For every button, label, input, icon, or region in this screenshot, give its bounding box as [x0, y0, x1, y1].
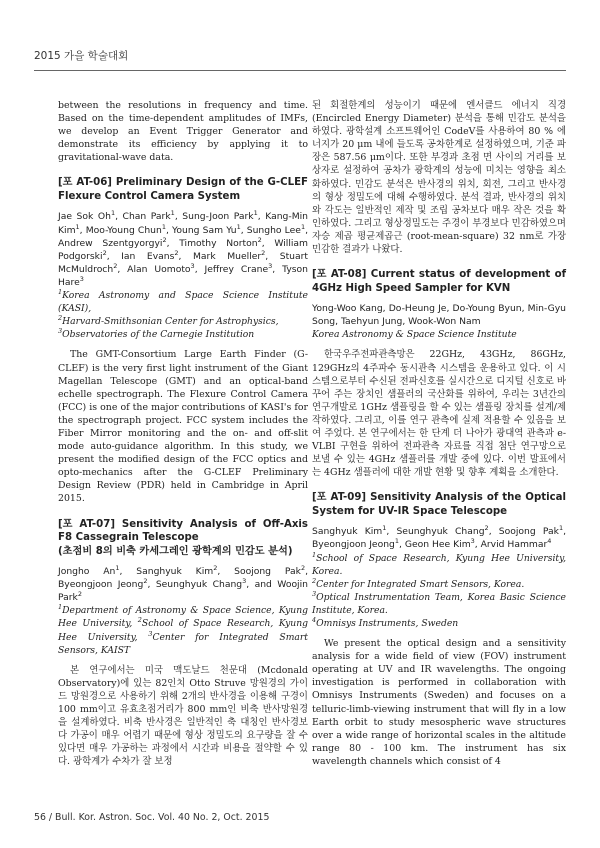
at07-authors: Jongho An$^1$, Sanghyuk Kim$^2$, Soojong Pak$^2$, Byeongjoon Jeong$^2$, Seunghyuk Chang$^3$, and Woojin Park$^2$ — [58, 563, 308, 604]
at07-subtitle: (초점비 8의 비축 카세그레인 광학계의 민감도 분석) — [58, 545, 293, 557]
at09-authors: Sanghyuk Kim$^1$, Seunghyuk Chang$^2$, Soojong Pak$^1$, Byeongjoon Jeong$^1$, Geon Hee Kim$^3$, Arvid Hammar$^4$ — [312, 524, 567, 551]
at08-affiliation: Korea Astronomy & Space Science Institute — [312, 329, 517, 341]
left-column — [58, 99, 308, 768]
at08-title: [포 AT-08] Current status of development of 4GHz High Speed Sampler for KVN — [312, 269, 566, 294]
page-footer: 56 / Bull. Kor. Astron. Soc. Vol. 40 No. 2, Oct. 2015 — [34, 812, 270, 823]
at09-abstract: We present the optical design and a sensitivity analysis for a wide field of view (FOV) instrument operating at UV and IR wavelengths. The ongoing investigation is performed in collaboration with Omnisys Instruments (Sweden) and focuses on a telluric-limb-viewing instrument that will fly in a low Earth orbit to study mesospheric wave structures over a wide range of horizontal scales in the altitude range 80 - 100 km. The instrument has six wavelength channels which consist of 4 — [312, 638, 566, 767]
at07-title: [포 AT-07] Sensitivity Analysis of Off-Axis F8 Cassegrain Telescope — [58, 518, 308, 544]
at08-abstract: 한국우주전파관측망은 22GHz, 43GHz, 86GHz, 129GHz의 4주파수 동시관측 시스템을 운용하고 있다. 이 시스템으로부터 수신된 전파신호를 실시간으로 디지털 신호로 바꾸어 주는 장치인 샘플러의 국산화를 위하여, 우리는 3년간의 연구개발로 1GHz 샘플링을 할 수 있는 샘플링 장치를 설계/제작하였다. 그리고, 이를 연구 관측에 실제 적용할 수 있음을 보여 주었다. 본 연구에서는 한 단계 더 나아가 광대역 관측과 e-VLBI 구현을 위하여 전파관측 자료를 직접 첨단 연구망으로 보낼 수 있는 4GHz 샘플러를 개발 중에 있다. 이번 발표에서는 4GHz 샘플러에 대한 개발 현황 및 향후 계획을 소개한다. — [312, 349, 566, 479]
at07-abstract: 본 연구에서는 미국 맥도날드 천문대 (Mcdonald Observatory)에 있는 82인치 Otto Struve 망원경의 가이드 망원경으로 사용하기 위해 2개의 반사경을 이용해 구경이 100 mm이고 유효초점거리가 800 mm인 비축 반사망원경을 설계하였다. 비축 반사경은 일반적인 축 대칭인 반사경보다 가공이 매우 어렵기 때문에 형상 정밀도의 요구량을 잘 수 있다면 매우 가공하는 과정에서 시간과 비용을 절약할 수 있다. 광학계가 수차가 잘 보정 — [58, 664, 308, 768]
intro-paragraph: between the resolutions in frequency and time. Based on the time-dependent amplitudes of IMFs, we develop an Event Trigger Generator and demonstrate its efficiency by applying it to gravitational-wave data. — [58, 100, 308, 164]
at06-authors: Jae Sok Oh$^1$, Chan Park$^1$, Sung-Joon Park$^1$, Kang-Min Kim$^1$, Moo-Young Chun$^1$, Young Sam Yu$^1$, Sungho Lee$^1$, Andrew Szentgyorgyi$^2$, Timothy Norton$^2$, William Podgorski$^2$, Ian Evans$^2$, Mark Mueller$^2$, Stuart McMuldroch$^2$, Alan Uomoto$^3$, Jeffrey Crane$^3$, Tyson Hare$^3$ — [58, 209, 309, 288]
at07-affiliations: $^1$Department of Astronomy & Space Science, Kyung Hee University, $^2$School of Space Research, Kyung Hee University, $^3$Center for Integrated Smart Sensors, KAIST — [58, 603, 308, 656]
at07-abstract-continued: 된 회절한계의 성능이기 때문에 엔서클드 에너지 직경 (Encircled Energy Diameter) 분석을 통해 민감도 분석을 하였다. 광학설계 소프트웨어인 CodeV를 사용하여 80 % 에너지가 20 μm 내에 들도록 공차한계로 설정하였으며, 기준 파장은 587.56 μm이다. 또한 부경과 초점 면 사이의 거리를 보상자로 설정하여 공차가 광학계의 성능에 미치는 영향을 최소화하였다. 민감도 분석은 반사경의 위치, 회전, 그리고 반사경의 형상 정밀도에 대해 수행하였다. 분석 결과, 반사경의 위치와 각도는 일반적인 제작 및 조립 공차보다 매우 작은 것을 확인하였다. 그리고 형상정밀도는 주경이 부경보다 민감하였으며 자승 제곱 평균제곱근 (root-mean-square) 32 nm로 가장 민감한 결과가 나왔다. — [312, 100, 566, 256]
at06-title: [포 AT-06] Preliminary Design of the G-CLEF Flexure Control Camera System — [58, 177, 308, 202]
header-rule — [34, 70, 566, 71]
at09-title: [포 AT-09] Sensitivity Analysis of the Optical System for UV-IR Space Telescope — [312, 492, 566, 517]
at06-abstract: The GMT-Consortium Large Earth Finder (G-CLEF) is the very first light instrument of the Giant Magellan Telescope (GMT) and an optical-band echelle spectrograph. The Flexure Control Camera (FCC) is one of the major contributions of KASI's for the spectrograph project. FCC system includes the Fiber Mirror monitoring and the on- and off-slit mode auto-guidance algorithm. In this study, we present the modified design of the FCC optics and opto-mechanics after the G-CLEF Preliminary Design Review (PDR) held in Cambridge in April 2015. — [58, 349, 308, 505]
at06-affiliations: $^1$Korea Astronomy and Space Science Institute (KASI), $^2$Harvard-Smithsonian Center for Astrophysics, $^3$Observatories of the Carnegie Institution — [58, 287, 308, 341]
running-header: 2015 가을 학술대회 — [34, 50, 129, 62]
at09-affiliations: $^1$School of Space Research, Kyung Hee University, Korea. $^2$Center for Integrated Smart Sensors, Korea. $^3$Optical Instrumentation Team, Korea Basic Science Institute, Korea. $^4$Omnisys Instruments, Sweden — [312, 550, 566, 629]
right-column — [312, 99, 566, 768]
at08-authors: Yong-Woo Kang, Do-Heung Je, Do-Young Byun, Min-Gyu Song, Taehyun Jung, Wook-Won Nam — [312, 303, 566, 328]
